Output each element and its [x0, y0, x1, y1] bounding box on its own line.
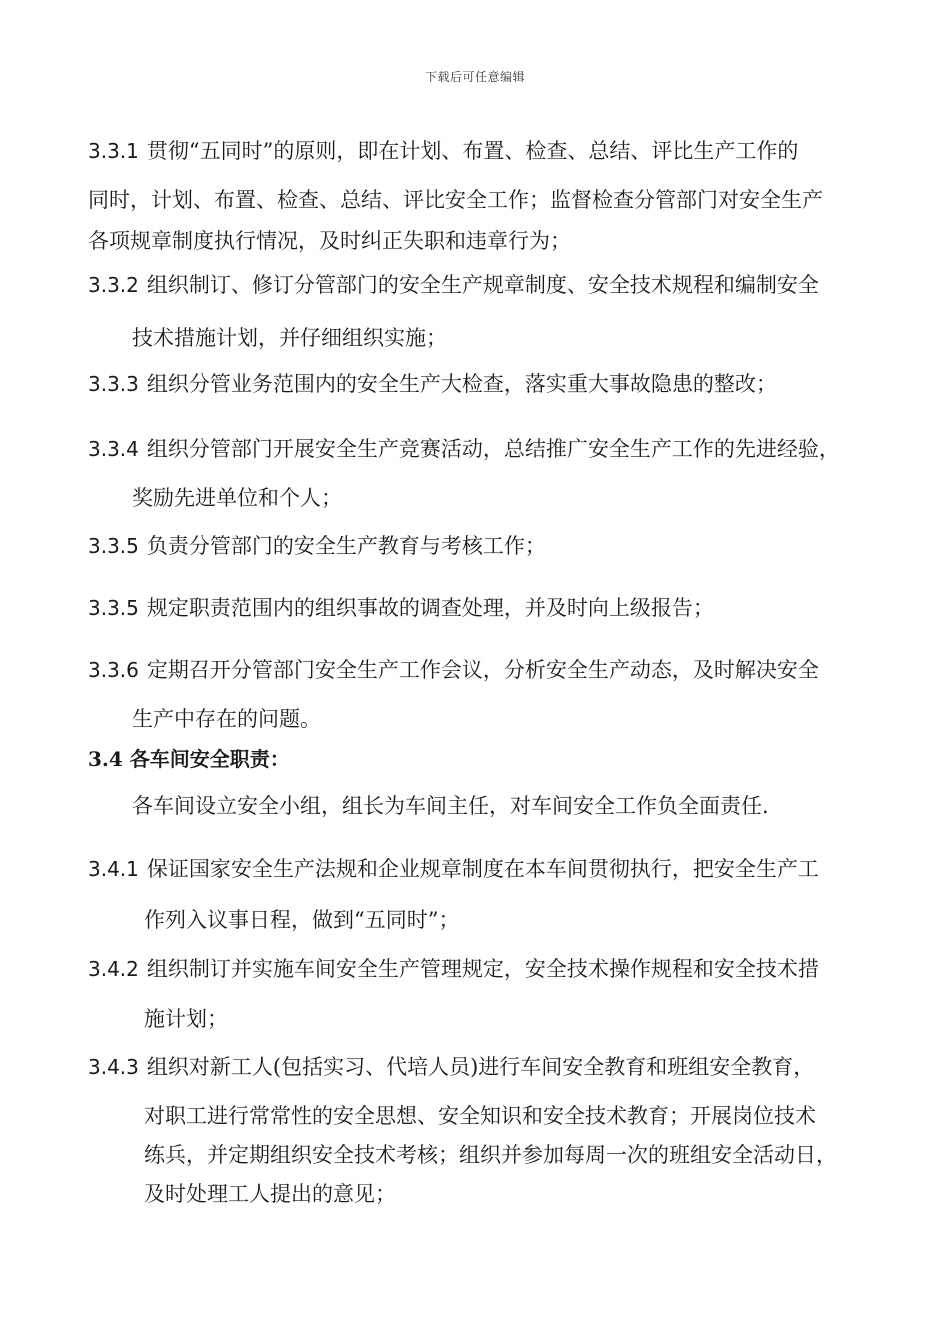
clause-number: 3.3.4: [88, 437, 139, 461]
clause-text: 组织分管部门开展安全生产竞赛活动，总结推广安全生产工作的先进经验，: [146, 437, 840, 461]
clause-3-4-3-line-1: [88, 1053, 814, 1081]
clause-number: 3.3.5: [88, 534, 139, 558]
clause-3-3-1-line-3: 各项规章制度执行情况，及时纠正失职和违章行为；: [88, 229, 571, 253]
clause-number: 3.3.2: [88, 273, 139, 297]
clause-number: 3.3.5: [88, 596, 139, 620]
clause-3-3-5a-line-1: [88, 532, 546, 560]
section-3-4-heading: 3.4 各车间安全职责：: [88, 747, 290, 771]
clause-3-4-3-line-4: 及时处理工人提出的意见；: [144, 1182, 396, 1206]
clause-3-3-1-line-2: 同时，计划、布置、检查、总结、评比安全工作；监督检查分管部门对安全生产: [88, 188, 823, 212]
clause-3-3-3-line-1: [88, 370, 777, 398]
clause-number: 3.3.3: [88, 372, 139, 396]
clause-text: 组织制订并实施车间安全生产管理规定，安全技术操作规程和安全技术措: [146, 957, 819, 981]
clause-text: 保证国家安全生产法规和企业规章制度在本车间贯彻执行，把安全生产工: [146, 857, 819, 881]
clause-3-4-3-line-2: 对职工进行常常性的安全思想、安全知识和安全技术教育；开展岗位技术: [144, 1104, 816, 1128]
clause-3-4-2-line-2: 施计划；: [144, 1007, 228, 1031]
clause-3-3-5b-line-1: [88, 594, 714, 622]
clause-number: 3.4.3: [88, 1055, 139, 1079]
clause-3-3-4-line-1: [88, 435, 840, 463]
clause-text: 组织对新工人(包括实习、代培人员)进行车间安全教育和班组安全教育，: [146, 1055, 815, 1079]
clause-3-3-6-line-2: 生产中存在的问题。: [132, 707, 321, 731]
page-header: 下载后可任意编辑: [424, 70, 525, 84]
clause-number: 3.3.6: [88, 658, 139, 682]
clause-3-3-2-line-2: 技术措施计划，并仔细组织实施；: [132, 326, 447, 350]
clause-number: 3.3.1: [88, 139, 139, 163]
clause-text: 定期召开分管部门安全生产工作会议，分析安全生产动态，及时解决安全: [146, 658, 819, 682]
clause-text: 贯彻“五同时”的原则，即在计划、布置、检查、总结、评比生产工作的: [146, 139, 799, 163]
clause-3-4-1-line-2: 作列入议事日程，做到“五同时”；: [144, 908, 460, 932]
clause-text: 负责分管部门的安全生产教育与考核工作；: [146, 534, 546, 558]
clause-number: 3.4.1: [88, 857, 139, 881]
clause-text: 组织制订、修订分管部门的安全生产规章制度、安全技术规程和编制安全: [146, 273, 819, 297]
section-3-4-intro: 各车间设立安全小组，组长为车间主任，对车间安全工作负全面责任.: [132, 794, 769, 818]
clause-3-3-1-line-1: [88, 137, 798, 165]
clause-3-3-6-line-1: [88, 656, 819, 684]
clause-number: 3.4.2: [88, 957, 139, 981]
clause-3-4-3-line-3: 练兵，并定期组织安全技术考核；组织并参加每周一次的班组安全活动日，: [144, 1143, 837, 1167]
clause-text: 组织分管业务范围内的安全生产大检查，落实重大事故隐患的整改；: [146, 372, 777, 396]
clause-text: 规定职责范围内的组织事故的调查处理，并及时向上级报告；: [146, 596, 714, 620]
clause-3-4-1-line-1: [88, 855, 819, 883]
clause-3-3-4-line-2: 奖励先进单位和个人；: [132, 486, 342, 510]
clause-3-4-2-line-1: [88, 955, 819, 983]
clause-3-3-2-line-1: [88, 271, 819, 299]
